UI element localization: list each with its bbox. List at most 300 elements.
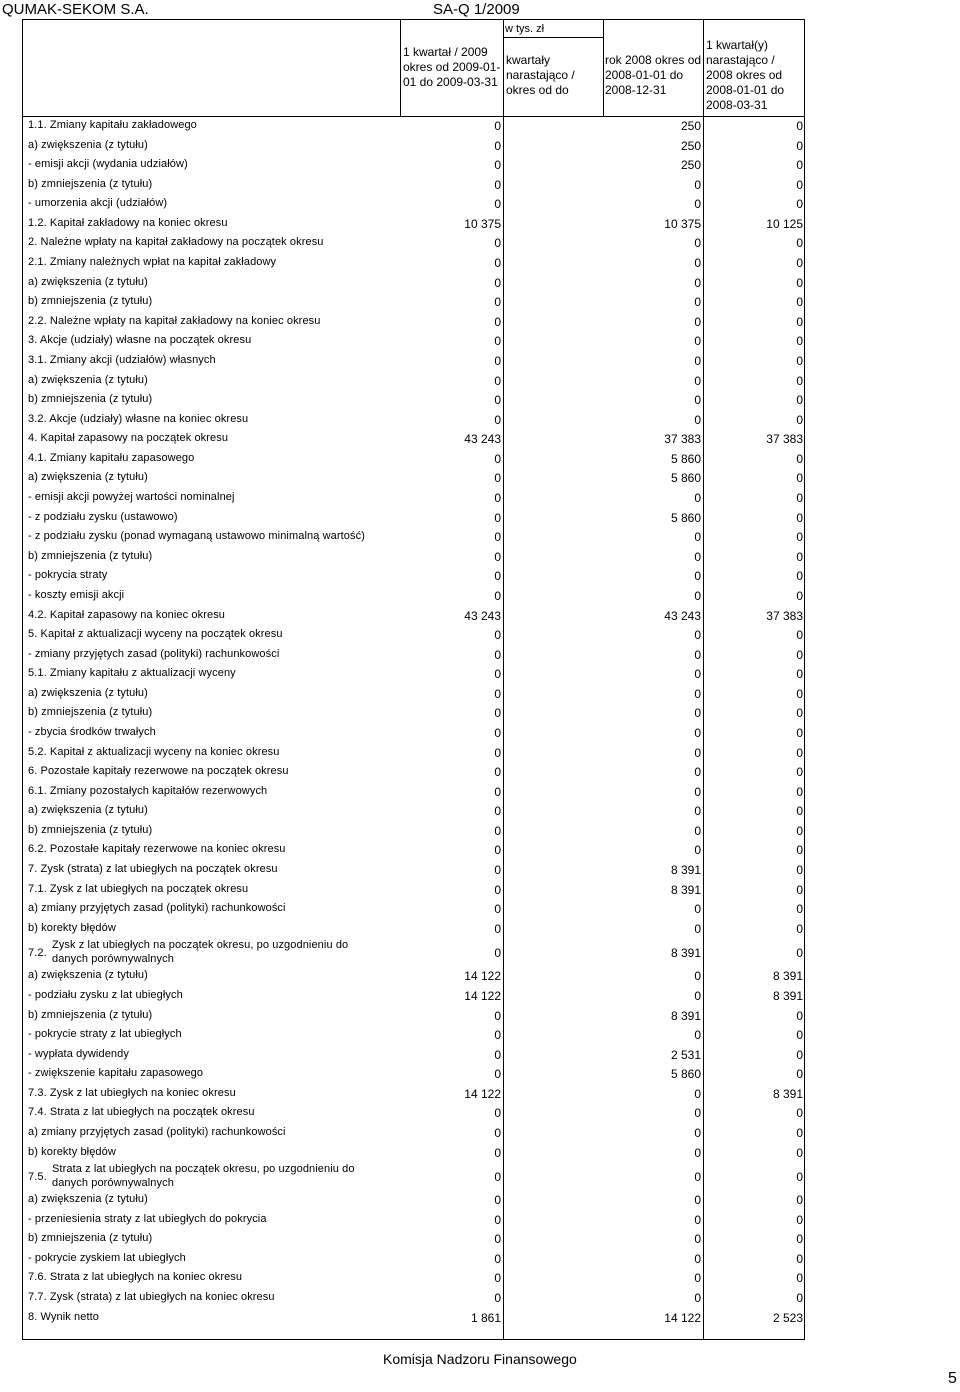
cell-value: 0 xyxy=(796,804,803,819)
cell-value: 0 xyxy=(494,295,501,310)
cell-value: 0 xyxy=(796,569,803,584)
row-label: Strata z lat ubiegłych na początek okresu, po uzgodnieniu do xyxy=(52,1163,355,1176)
cell-value: 0 xyxy=(494,491,501,506)
table-row xyxy=(0,1007,960,1027)
cell-value: 0 xyxy=(796,177,803,192)
table-row xyxy=(0,1046,960,1066)
cell-value: 0 xyxy=(494,1251,501,1266)
table-row xyxy=(0,1211,960,1231)
cell-value: 43 243 xyxy=(464,432,501,447)
cell-value: 0 xyxy=(796,510,803,525)
cell-value: 0 xyxy=(796,863,803,878)
cell-value: 0 xyxy=(494,1232,501,1247)
table-row xyxy=(0,548,960,568)
cell-value: 0 xyxy=(494,902,501,917)
cell-value: 0 xyxy=(494,1271,501,1286)
table-row xyxy=(0,156,960,176)
cell-value: 0 xyxy=(796,1251,803,1266)
cell-value: 250 xyxy=(680,138,701,153)
cell-value: 0 xyxy=(494,256,501,271)
cell-value: 0 xyxy=(796,1193,803,1208)
cell-value: 0 xyxy=(796,1170,803,1185)
cell-value: 0 xyxy=(494,843,501,858)
row-label: - wypłata dywidendy xyxy=(28,1047,129,1060)
cell-value: 0 xyxy=(494,804,501,819)
table-row xyxy=(0,254,960,274)
cell-value: 0 xyxy=(494,588,501,603)
cell-value: 0 xyxy=(796,491,803,506)
row-label: 2.2. Należne wpłaty na kapitał zakładowy na koniec okresu xyxy=(28,314,321,327)
cell-value: 0 xyxy=(494,1170,501,1185)
cell-value: 0 xyxy=(694,1271,701,1286)
cell-value: 0 xyxy=(494,745,501,760)
table-row xyxy=(0,724,960,744)
row-label: - koszty emisji akcji xyxy=(28,588,125,601)
cell-value: 0 xyxy=(796,1271,803,1286)
row-label: 3.2. Akcje (udziały) własne na koniec okresu xyxy=(28,412,249,425)
cell-value: 0 xyxy=(494,628,501,643)
cell-value: 0 xyxy=(494,119,501,133)
row-label: - zbycia środków trwałych xyxy=(28,725,156,738)
cell-value: 0 xyxy=(694,588,701,603)
cell-value: 0 xyxy=(494,823,501,838)
cell-value: 0 xyxy=(796,882,803,897)
cell-value: 0 xyxy=(494,412,501,427)
row-label: b) zmniejszenia (z tytułu) xyxy=(28,177,153,190)
row-label: 2. Należne wpłaty na kapitał zakładowy na początek okresu xyxy=(28,236,324,249)
column-header-year-2008: rok 2008 okres od 2008-01-01 do 2008-12-31 xyxy=(605,53,702,97)
cell-value: 0 xyxy=(694,745,701,760)
row-label: 6.2. Pozostałe kapitały rezerwowe na koniec okresu xyxy=(28,843,286,856)
row-number: 7.5. xyxy=(28,1171,47,1184)
cell-value: 0 xyxy=(694,1251,701,1266)
cell-value: 0 xyxy=(494,725,501,740)
table-row xyxy=(0,939,960,967)
cell-value: 0 xyxy=(494,1028,501,1043)
cell-value: 250 xyxy=(680,158,701,173)
cell-value: 0 xyxy=(796,451,803,466)
row-label: a) zwiększenia (z tytułu) xyxy=(28,686,148,699)
currency-unit: w tys. zł xyxy=(505,23,545,35)
cell-value: 0 xyxy=(694,569,701,584)
cell-value: 0 xyxy=(494,177,501,192)
cell-value: 0 xyxy=(796,1232,803,1247)
cell-value: 0 xyxy=(694,1170,701,1185)
cell-value: 8 391 xyxy=(670,882,701,897)
cell-value: 0 xyxy=(694,823,701,838)
row-label: - pokrycie straty z lat ubiegłych xyxy=(28,1028,182,1041)
table-row xyxy=(0,1144,960,1164)
cell-value: 0 xyxy=(694,373,701,388)
row-label: 2.1. Zmiany należnych wpłat na kapitał zakładowy xyxy=(28,256,277,269)
table-row xyxy=(0,372,960,392)
cell-value: 0 xyxy=(494,1145,501,1160)
table-row xyxy=(0,900,960,920)
cell-value: 0 xyxy=(694,921,701,936)
document-id: SA-Q 1/2009 xyxy=(433,1,520,18)
row-label: 7. Zysk (strata) z lat ubiegłych na początek okresu xyxy=(28,863,278,876)
cell-value: 0 xyxy=(796,138,803,153)
table-row xyxy=(0,1163,960,1191)
row-label: a) zwiększenia (z tytułu) xyxy=(28,1193,148,1206)
table-row xyxy=(0,1104,960,1124)
row-label: - zwiększenie kapitału zapasowego xyxy=(28,1067,204,1080)
cell-value: 0 xyxy=(694,295,701,310)
cell-value: 10 375 xyxy=(664,216,701,231)
cell-value: 0 xyxy=(796,1291,803,1306)
table-row xyxy=(0,744,960,764)
cell-value: 0 xyxy=(494,882,501,897)
row-label: b) zmniejszenia (z tytułu) xyxy=(28,1008,153,1021)
cell-value: 0 xyxy=(694,647,701,662)
cell-value: 0 xyxy=(494,158,501,173)
cell-value: 0 xyxy=(494,1212,501,1227)
row-label: a) zwiększenia (z tytułu) xyxy=(28,138,148,151)
cell-value: 0 xyxy=(494,353,501,368)
cell-value: 0 xyxy=(796,236,803,251)
cell-value: 0 xyxy=(494,1193,501,1208)
cell-value: 0 xyxy=(494,706,501,721)
table-row xyxy=(0,469,960,489)
cell-value: 0 xyxy=(494,1106,501,1121)
table-row xyxy=(0,920,960,940)
row-label: 1.2. Kapitał zakładowy na koniec okresu xyxy=(28,216,228,229)
table-row xyxy=(0,704,960,724)
cell-value: 0 xyxy=(796,1028,803,1043)
row-label: 4.2. Kapitał zapasowy na koniec okresu xyxy=(28,608,226,621)
cell-value: 0 xyxy=(494,510,501,525)
cell-value: 0 xyxy=(494,667,501,682)
row-label: 3.1. Zmiany akcji (udziałów) własnych xyxy=(28,353,216,366)
cell-value: 0 xyxy=(694,1291,701,1306)
cell-value: 2 531 xyxy=(670,1047,701,1062)
cell-value: 0 xyxy=(694,1028,701,1043)
cell-value: 0 xyxy=(694,784,701,799)
cell-value: 0 xyxy=(796,725,803,740)
cell-value: 0 xyxy=(694,197,701,212)
cell-value: 8 391 xyxy=(670,863,701,878)
table-row xyxy=(0,646,960,666)
table-row xyxy=(0,411,960,431)
cell-value: 0 xyxy=(694,804,701,819)
cell-value: 0 xyxy=(796,412,803,427)
cell-value: 0 xyxy=(796,530,803,545)
row-label: a) zwiększenia (z tytułu) xyxy=(28,804,148,817)
row-label: b) korekty błędów xyxy=(28,1145,116,1158)
cell-value: 2 523 xyxy=(772,1310,803,1325)
table-row xyxy=(0,1065,960,1085)
table-row xyxy=(0,967,960,987)
cell-value: 0 xyxy=(796,275,803,290)
cell-value: 0 xyxy=(796,946,803,961)
row-label: 8. Wynik netto xyxy=(28,1310,99,1323)
cell-value: 0 xyxy=(796,588,803,603)
cell-value: 14 122 xyxy=(664,1310,701,1325)
row-label: - emisji akcji powyżej wartości nominalnej xyxy=(28,491,235,504)
cell-value: 0 xyxy=(494,921,501,936)
table-row xyxy=(0,665,960,685)
row-label: 6.1. Zmiany pozostałych kapitałów rezerwowych xyxy=(28,784,268,797)
table-row xyxy=(0,763,960,783)
cell-value: 1 861 xyxy=(470,1310,501,1325)
row-label: 7.6. Strata z lat ubiegłych na koniec okresu xyxy=(28,1271,243,1284)
cell-value: 14 122 xyxy=(464,988,501,1003)
cell-value: 5 860 xyxy=(670,471,701,486)
cell-value: 0 xyxy=(494,236,501,251)
table-row xyxy=(0,313,960,333)
table-row xyxy=(0,626,960,646)
cell-value: 0 xyxy=(694,686,701,701)
row-label: b) zmniejszenia (z tytułu) xyxy=(28,295,153,308)
table-row xyxy=(0,332,960,352)
cell-value: 8 391 xyxy=(670,1008,701,1023)
cell-value: 0 xyxy=(694,765,701,780)
row-label: b) korekty błędów xyxy=(28,921,116,934)
row-label: 7.1. Zysk z lat ubiegłych na początek okresu xyxy=(28,882,249,895)
row-label: 7.4. Strata z lat ubiegłych na początek okresu xyxy=(28,1106,255,1119)
cell-value: 8 391 xyxy=(772,969,803,984)
row-label: b) zmniejszenia (z tytułu) xyxy=(28,549,153,562)
cell-value: 0 xyxy=(694,353,701,368)
cell-value: 0 xyxy=(694,393,701,408)
cell-value: 37 383 xyxy=(766,608,803,623)
row-label: 5. Kapitał z aktualizacji wyceny na początek okresu xyxy=(28,628,283,641)
cell-value: 37 383 xyxy=(766,432,803,447)
cell-value: 0 xyxy=(694,491,701,506)
cell-value: 14 122 xyxy=(464,969,501,984)
row-label: 6. Pozostałe kapitały rezerwowe na początek okresu xyxy=(28,765,289,778)
cell-value: 0 xyxy=(796,1008,803,1023)
row-label: 4.1. Zmiany kapitału zapasowego xyxy=(28,451,195,464)
cell-value: 0 xyxy=(494,314,501,329)
cell-value: 0 xyxy=(694,412,701,427)
cell-value: 0 xyxy=(796,765,803,780)
cell-value: 0 xyxy=(694,725,701,740)
cell-value: 0 xyxy=(494,765,501,780)
table-row xyxy=(0,1085,960,1105)
table-row xyxy=(0,783,960,803)
cell-value: 0 xyxy=(494,686,501,701)
row-label: 4. Kapitał zapasowy na początek okresu xyxy=(28,432,229,445)
cell-value: 0 xyxy=(796,295,803,310)
cell-value: 0 xyxy=(494,138,501,153)
row-label: 5.2. Kapitał z aktualizacji wyceny na koniec okresu xyxy=(28,745,280,758)
table-row xyxy=(0,841,960,861)
table-row xyxy=(0,1289,960,1309)
table-row xyxy=(0,881,960,901)
row-label: - zmiany przyjętych zasad (polityki) rachunkowości xyxy=(28,647,280,660)
table-row xyxy=(0,450,960,470)
table-row xyxy=(0,685,960,705)
cell-value: 0 xyxy=(796,902,803,917)
cell-value: 0 xyxy=(796,706,803,721)
column-header-cumulative: kwartały narastająco / okres od do xyxy=(506,53,575,97)
cell-value: 0 xyxy=(694,969,701,984)
cell-value: 0 xyxy=(796,843,803,858)
cell-value: 0 xyxy=(796,823,803,838)
cell-value: 14 122 xyxy=(464,1086,501,1101)
cell-value: 0 xyxy=(694,1232,701,1247)
cell-value: 0 xyxy=(796,1106,803,1121)
cell-value: 0 xyxy=(694,177,701,192)
row-label: - pokrycie zyskiem lat ubiegłych xyxy=(28,1251,186,1264)
table-row xyxy=(0,1124,960,1144)
row-label: a) zmiany przyjętych zasad (polityki) rachunkowości xyxy=(28,1126,286,1138)
cell-value: 0 xyxy=(694,1126,701,1140)
table-row xyxy=(0,528,960,548)
row-label: b) zmniejszenia (z tytułu) xyxy=(28,393,153,406)
row-label: - z podziału zysku (ponad wymaganą ustawowo minimalną wartość) xyxy=(28,530,365,543)
unit-divider xyxy=(503,37,603,38)
table-row xyxy=(0,195,960,215)
cell-value: 0 xyxy=(796,745,803,760)
cell-value: 5 860 xyxy=(670,451,701,466)
cell-value: 5 860 xyxy=(670,510,701,525)
cell-value: 0 xyxy=(694,236,701,251)
table-row xyxy=(0,137,960,157)
row-label: 3. Akcje (udziały) własne na początek okresu xyxy=(28,334,252,347)
cell-value: 0 xyxy=(796,784,803,799)
cell-value: 0 xyxy=(796,921,803,936)
table-row xyxy=(0,607,960,627)
cell-value: 0 xyxy=(694,628,701,643)
cell-value: 0 xyxy=(796,628,803,643)
cell-value: 0 xyxy=(796,667,803,682)
table-row xyxy=(0,802,960,822)
cell-value: 0 xyxy=(494,1047,501,1062)
column-header-q1-2009: 1 kwartał / 2009 okres od 2009-01-01 do 2009-03-31 xyxy=(403,45,501,89)
cell-value: 0 xyxy=(494,197,501,212)
table-row xyxy=(0,1309,960,1329)
cell-value: 0 xyxy=(494,451,501,466)
cell-value: 0 xyxy=(494,946,501,961)
cell-value: 0 xyxy=(796,256,803,271)
cell-value: 0 xyxy=(694,549,701,564)
cell-value: 43 243 xyxy=(664,608,701,623)
row-label: - pokrycia straty xyxy=(28,569,108,582)
cell-value: 0 xyxy=(796,373,803,388)
row-label: a) zwiększenia (z tytułu) xyxy=(28,471,148,484)
cell-value: 43 243 xyxy=(464,608,501,623)
cell-value: 0 xyxy=(796,314,803,329)
row-label: danych porównywalnych xyxy=(52,953,174,966)
cell-value: 0 xyxy=(494,1126,501,1140)
cell-value: 0 xyxy=(796,686,803,701)
row-label: a) zwiększenia (z tytułu) xyxy=(28,373,148,386)
column-divider xyxy=(603,19,604,116)
cell-value: 0 xyxy=(494,1067,501,1082)
table-row xyxy=(0,391,960,411)
table-row xyxy=(0,117,960,137)
table-row xyxy=(0,352,960,372)
cell-value: 0 xyxy=(494,1291,501,1306)
row-label: Zysk z lat ubiegłych na początek okresu, po uzgodnieniu do xyxy=(52,939,349,952)
cell-value: 0 xyxy=(796,334,803,349)
cell-value: 0 xyxy=(796,353,803,368)
cell-value: 0 xyxy=(494,784,501,799)
cell-value: 0 xyxy=(694,530,701,545)
cell-value: 0 xyxy=(796,647,803,662)
cell-value: 0 xyxy=(796,119,803,133)
cell-value: 0 xyxy=(494,471,501,486)
cell-value: 5 860 xyxy=(670,1067,701,1082)
table-row xyxy=(0,176,960,196)
row-label: 1.1. Zmiany kapitału zakładowego xyxy=(28,119,197,131)
table-row xyxy=(0,587,960,607)
cell-value: 0 xyxy=(796,197,803,212)
cell-value: 0 xyxy=(694,256,701,271)
cell-value: 0 xyxy=(694,1193,701,1208)
cell-value: 0 xyxy=(494,647,501,662)
table-row xyxy=(0,987,960,1007)
table-row xyxy=(0,293,960,313)
table-row xyxy=(0,509,960,529)
cell-value: 0 xyxy=(494,393,501,408)
cell-value: 8 391 xyxy=(772,988,803,1003)
cell-value: 0 xyxy=(694,1086,701,1101)
row-label: danych porównywalnych xyxy=(52,1177,174,1190)
row-label: a) zwiększenia (z tytułu) xyxy=(28,969,148,982)
cell-value: 0 xyxy=(796,1145,803,1160)
cell-value: 0 xyxy=(494,530,501,545)
cell-value: 250 xyxy=(680,119,701,133)
row-label: b) zmniejszenia (z tytułu) xyxy=(28,1232,153,1245)
table-row xyxy=(0,234,960,254)
cell-value: 0 xyxy=(494,334,501,349)
row-label: a) zwiększenia (z tytułu) xyxy=(28,275,148,288)
page-number: 5 xyxy=(948,1370,957,1387)
cell-value: 0 xyxy=(694,988,701,1003)
row-number: 7.2. xyxy=(28,947,47,960)
cell-value: 0 xyxy=(494,569,501,584)
cell-value: 0 xyxy=(694,667,701,682)
row-label: 7.7. Zysk (strata) z lat ubiegłych na koniec okresu xyxy=(28,1291,275,1304)
table-row xyxy=(0,1250,960,1270)
cell-value: 0 xyxy=(694,843,701,858)
cell-value: 10 375 xyxy=(464,216,501,231)
footer-text: Komisja Nadzoru Finansowego xyxy=(383,1351,577,1367)
table-row xyxy=(0,1269,960,1289)
row-label: - umorzenia akcji (udziałów) xyxy=(28,197,168,210)
table-row xyxy=(0,1191,960,1211)
row-label: - emisji akcji (wydania udziałów) xyxy=(28,158,188,171)
table-row xyxy=(0,215,960,235)
row-label: b) zmniejszenia (z tytułu) xyxy=(28,706,153,719)
cell-value: 0 xyxy=(494,549,501,564)
cell-value: 0 xyxy=(694,1106,701,1121)
cell-value: 0 xyxy=(796,1067,803,1082)
table-row xyxy=(0,822,960,842)
cell-value: 0 xyxy=(694,902,701,917)
row-label: - podziału zysku z lat ubiegłych xyxy=(28,988,183,1001)
cell-value: 0 xyxy=(796,1212,803,1227)
cell-value: 8 391 xyxy=(670,946,701,961)
cell-value: 0 xyxy=(796,1126,803,1140)
cell-value: 0 xyxy=(796,158,803,173)
row-label: a) zmiany przyjętych zasad (polityki) rachunkowości xyxy=(28,902,286,915)
cell-value: 0 xyxy=(694,706,701,721)
table-row xyxy=(0,430,960,450)
cell-value: 0 xyxy=(796,393,803,408)
table-row xyxy=(0,567,960,587)
row-label: - z podziału zysku (ustawowo) xyxy=(28,510,178,523)
cell-value: 0 xyxy=(796,549,803,564)
cell-value: 0 xyxy=(494,1008,501,1023)
cell-value: 0 xyxy=(494,373,501,388)
table-row xyxy=(0,1026,960,1046)
company-name: QUMAK-SEKOM S.A. xyxy=(2,1,149,18)
table-row xyxy=(0,861,960,881)
